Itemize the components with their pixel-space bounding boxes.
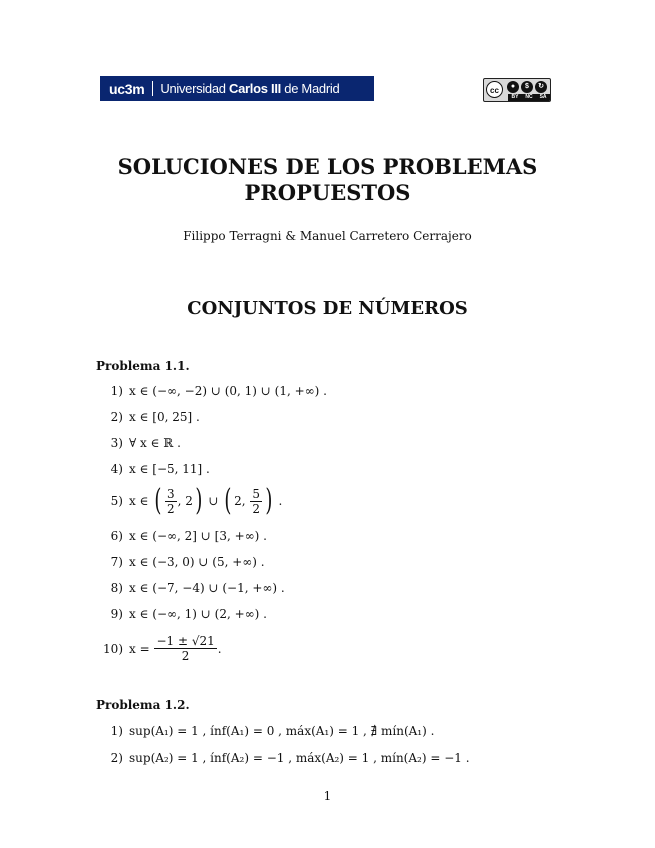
creative-commons-license-badge (483, 78, 551, 102)
logo-separator (152, 81, 153, 96)
license-label-sa: SA (539, 94, 547, 100)
solution-1-1-9: 9) x ∈ (−∞, 1) ∪ (2, +∞) . (110, 607, 267, 621)
page-number: 1 (323, 789, 332, 803)
solution-1-1-4: 4) x ∈ [−5, 11] . (110, 462, 210, 476)
solution-1-1-1: 1) x ∈ (−∞, −2) ∪ (0, 1) ∪ (1, +∞) . (110, 384, 327, 398)
solution-1-2-1: 1) sup(A₁) = 1 , ínf(A₁) = 0 , máx(A₁) = 1 , ∄ mín(A₁) . (110, 724, 435, 738)
sharealike-icon: ↻ (535, 81, 547, 93)
attribution-icon: ● (507, 81, 519, 93)
fraction-three-halves: $\frac{3}{2}$ (167, 486, 175, 516)
solution-1-1-10: 10) x = $\frac{-1 \pm √21}{2}$ . (103, 634, 222, 663)
authors: Filippo Terragni & Manuel Carretero Cerrajero (183, 229, 472, 243)
problem-1-2-heading: Problema 1.2. (96, 698, 190, 712)
document-title-line-2: PROPUESTOS (244, 180, 411, 205)
solution-1-1-5: 5) x ∈ ( $\frac{3}{2}$ , 2 ) ∪ ( 2, $\frac{5}{2}$ ) . (110, 483, 283, 518)
document-title-line-1: SOLUCIONES DE LOS PROBLEMAS (117, 154, 538, 179)
noncommercial-icon: $ (521, 81, 533, 93)
license-label-nc: NC (525, 94, 533, 100)
license-label-by: BY (511, 94, 519, 100)
fraction-root-21: $\frac{-1 \pm √21}{2}$ (156, 634, 215, 663)
university-logo (100, 76, 374, 101)
uc3m-logo-text: uc3m (109, 80, 145, 97)
cc-icon: cc (486, 81, 503, 98)
solution-1-1-2: 2) x ∈ [0, 25] . (110, 410, 200, 424)
solution-1-1-3: 3) ∀ x ∈ ℝ . (110, 436, 181, 450)
section-title: CONJUNTOS DE NÚMEROS (187, 298, 468, 319)
fraction-five-halves: $\frac{5}{2}$ (252, 486, 260, 516)
solution-1-1-8: 8) x ∈ (−7, −4) ∪ (−1, +∞) . (110, 581, 285, 595)
solution-1-1-7: 7) x ∈ (−3, 0) ∪ (5, +∞) . (110, 555, 265, 569)
university-name: Universidad Carlos III de Madrid (160, 81, 340, 96)
problem-1-1-heading: Problema 1.1. (96, 359, 190, 373)
solution-1-2-2: 2) sup(A₂) = 1 , ínf(A₂) = −1 , máx(A₂) = 1 , mín(A₂) = −1 . (110, 751, 470, 765)
solution-1-1-6: 6) x ∈ (−∞, 2] ∪ [3, +∞) . (110, 529, 267, 543)
